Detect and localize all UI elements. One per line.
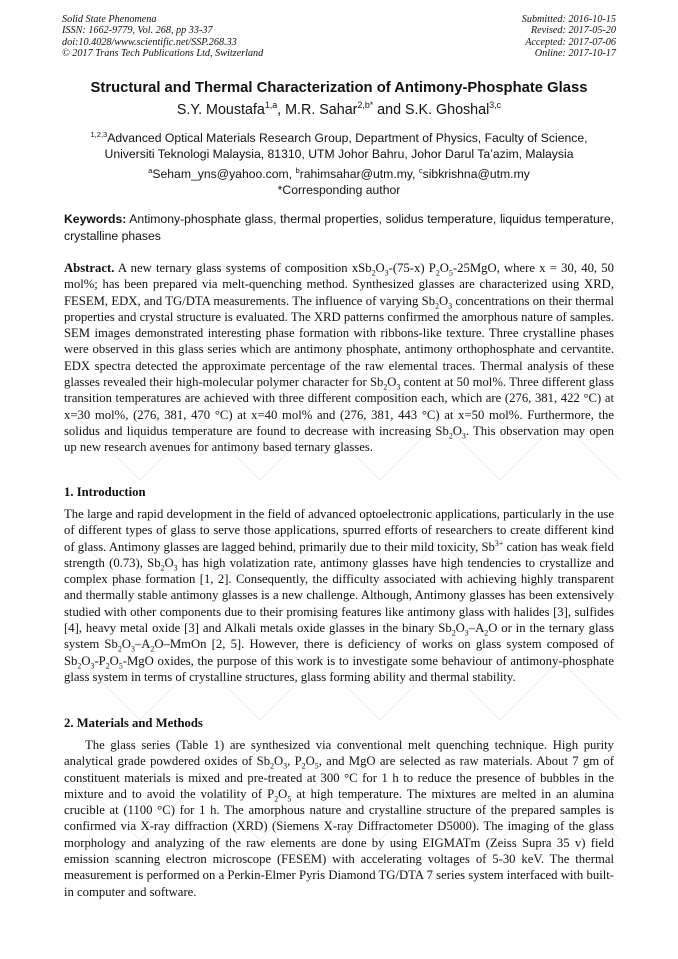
author-list [0, 102, 678, 118]
subscript: 5 [287, 794, 292, 804]
keywords-label: Keywords: [64, 212, 127, 226]
email-b[interactable]: rahimsahar@utm.my, [299, 167, 419, 181]
email-c-sup: c [418, 165, 423, 175]
author-separator: and [373, 102, 406, 118]
abstract-text: content at 50 mol%. Three different glass transition temperatures are achieved with three different composition each, which are (276, 381, 422 °C) at x=30 mol%, (276, 381, 470 °C) at x=40 mol% and (276, 381, 443 °C) at x=50 mol%. Furthermore, the solidus and liquidus temperature are found to decrease with increasing Sb [64, 375, 614, 438]
online-date: Online: 2017-10-17 [534, 48, 616, 60]
subscript: 2 [160, 563, 165, 573]
doi: doi:10.4028/www.scientific.net/SSP.268.33 [62, 36, 237, 48]
copyright: © 2017 Trans Tech Publications Ltd, Switzerland [62, 48, 264, 60]
subscript: 2 [270, 761, 275, 771]
subscript: 3 [384, 268, 389, 278]
affiliation-line-1: Advanced Optical Materials Research Group, Department of Physics, Faculty of Science, [107, 131, 588, 145]
abstract-label: Abstract. [64, 261, 115, 275]
methods-text: , P [287, 754, 302, 769]
subscript: 2 [484, 628, 489, 638]
keywords-text: Antimony-phosphate glass, thermal properties, solidus temperature, liquidus temperature, crystalline phases [64, 212, 614, 243]
intro-text: O–MmOn [2, 5]. However, there is deficiency of works on glass system composed of Sb [64, 637, 614, 668]
section-heading-introduction: 1. Introduction [64, 485, 146, 499]
subscript: 3 [283, 761, 288, 771]
subscript: 5 [448, 268, 453, 278]
subscript: 3 [461, 431, 466, 441]
intro-text: -P [94, 653, 106, 668]
subscript: 2 [435, 268, 440, 278]
subscript: 2 [117, 644, 122, 654]
subscript: 3 [90, 661, 95, 671]
submitted-date: Submitted: 2016-10-15 [521, 14, 616, 25]
author-1-sup: 1,a [264, 100, 278, 111]
journal-name: Solid State Phenomena [62, 14, 157, 25]
subscript: 3 [464, 628, 469, 638]
email-a[interactable]: Seham_yns@yahoo.com, [152, 167, 296, 181]
section-heading-materials-methods: 2. Materials and Methods [64, 716, 203, 730]
abstract-text: -25MgO, where x = 30, 40, 50 mol%; has been prepared via melt-quenching method. Synthesized glasses are characterized using XRD, FESEM, EDX, and TG/DTA measurements. The influence of varying Sb [64, 261, 614, 308]
methods-text: , and MgO are selected as raw materials. About 7 gm of constituent materials is mixed and pre-treated at 300 °C for 1 h to reduce the presence of bubbles in the mixture and to avoid the volatility of P [64, 754, 614, 801]
subscript: 2 [451, 628, 456, 638]
corresponding-author-note: *Corresponding author [277, 182, 401, 197]
methods-paragraph: The glass series (Table 1) are synthesized via conventional melt quenching technique. High purity analytical grade powdered oxides of $Sb_2O_3$, $P_2O_5$, and MgO are selected as raw materials. About 7 gm of constituent materials is mixed and pre-treated at 300 °C for 1 h to reduce the presence of bubbles in the mixture and to avoid the volatility of $P_2O_5$ at high temperature. The mixtures are melted in an alumina crucible at (1100 °C) for 1 h. The amorphous nature and crystalline structure of the prepared samples is confirmed via X-ray diffraction (XRD) (Siemens X-ray Diffractometer D5000). The imaging of the glass morphology and analyzing of the raw elements are done by using EIGMATm (Zeiss Supra 35 v) field emission scanning electron microscope (FESEM) with accelerating voltages of 5-30 keV. The thermal measurement is performed on a Perkin-Elmer Pyris Diamond TG/DTA 7 series system interfaced with built-in computer and software. [64, 738, 615, 899]
abstract-text: -(75-x) P [388, 261, 436, 275]
subscript: 3 [173, 563, 178, 573]
intro-text: The large and rapid development in the field of advanced optoelectronic applications, particularly in the use of different types of glass to serve those applications, spurred efforts of researchers to create different kind of glass. Antimony glasses are lagged behind, primarily due to their mild toxicity, Sb [64, 507, 614, 554]
publication-info [62, 14, 263, 60]
keywords [64, 211, 614, 244]
methods-text: The glass series (Table 1) are synthesized via conventional melt quenching technique. High purity analytical grade powdered oxides of Sb [64, 738, 614, 769]
subscript: 5 [314, 761, 319, 771]
revised-date: Revised: 2017-05-20 [530, 25, 616, 37]
intro-text: –A [468, 621, 485, 636]
subscript: 2 [435, 301, 440, 311]
author-1: S.Y. Moustafa [176, 102, 265, 118]
email-c[interactable]: sibkrishna@utm.my [422, 167, 530, 181]
author-2: M.R. Sahar [285, 102, 358, 118]
subscript: 2 [150, 644, 155, 654]
subscript: 2 [371, 268, 376, 278]
subscript: 3 [448, 301, 453, 311]
subscript: 2 [274, 794, 279, 804]
email-b-sup: b [295, 165, 300, 175]
subscript: 2 [77, 661, 82, 671]
introduction-paragraph: The large and rapid development in the field of advanced optoelectronic applications, particularly in the use of different types of glass to serve those applications, spurred efforts of researchers to create different kind of glass. Antimony glasses are lagged behind, primarily due to their mild toxicity, $Sb^{3+}$ cation has weak field strength (0.73), $Sb_2O_3$ has high volatization rate, antimony glasses have high tendencies to crystallize and complex phase formation [1, 2]. Consequently, the difficulty associated with achieving highly transparent and thermally stable antimony glasses is a new challenge. Although, Antimony glasses has been extensively studied with other components due to their promising features like antimony glass with halides [3], sulfides [4], heavy metal oxide [3] and Alkali metals oxide glasses in the binary $Sb_2O_3-A_2O$ or in the ternary glass system $Sb_2O_3-A_2O$–MmOn [2, 5]. However, there is deficiency of works on glass system composed of $Sb_2O_3-P_2O_5$-MgO oxides, the purpose of this work is to investigate some behaviour of antimony-phosphate glass system in terms of crystalline structures, glass forming ability and thermal stability. [64, 507, 615, 684]
subscript: 2 [105, 661, 110, 671]
publication-dates [522, 14, 616, 60]
subscript: 2 [301, 761, 306, 771]
affiliation [40, 130, 638, 162]
subscript: 5 [118, 661, 123, 671]
author-separator: , [277, 102, 286, 118]
subscript: 3 [130, 644, 135, 654]
intro-text: -MgO oxides, the purpose of this work is to investigate some behaviour of antimony-phosphate glass system in terms of crystalline structures, glass forming ability and thermal stability. [64, 653, 614, 684]
subscript: 2 [448, 431, 453, 441]
abstract-text: concentrations on their thermal properties and crystal structure is evaluated. The XRD patterns confirmed the amorphous nature of samples. SEM images demonstrated interesting phase formation with ribbons-like texture. Three crystalline phases were observed in this glass series which are antimony phosphate, antimony orthophosphate and cervantite. EDX spectra detected the approximate percentage of the raw elemental traces. Thermal analysis of these glasses revealed their high-molecular polymer character for Sb [64, 293, 614, 390]
superscript: 3+ [494, 538, 504, 548]
intro-text: O or in the ternary glass system Sb [64, 621, 615, 652]
abstract-text: . This observation may open up new research avenues for antimony based ternary glasses. [64, 423, 614, 455]
subscript: 2 [383, 382, 388, 392]
paper-title: Structural and Thermal Characterization of Antimony-Phosphate Glass [90, 80, 588, 96]
abstract-text: A new ternary glass systems of composition xSb [117, 261, 372, 275]
abstract: Abstract. A new ternary glass systems of composition $xSb_2O_3-(75-x)$ $P_2O_5-25MgO$, where x = 30, 40, 50 mol%; has been prepared via melt-quenching method. Synthesized glasses are characterized using XRD, FESEM, EDX, and TG/DTA measurements. The influence of varying $Sb_2O_3$ concentrations on their thermal properties and crystal structure is evaluated. The XRD patterns confirmed the amorphous nature of samples. SEM images demonstrated interesting phase formation with ribbons-like texture. Three crystalline phases were observed in this glass series which are antimony phosphate, antimony orthophosphate and cervantite. EDX spectra detected the approximate percentage of the raw elemental traces. Thermal analysis of these glasses revealed their high-molecular polymer character for $Sb_2O_3$ content at 50 mol%. Three different glass transition temperatures are achieved with three different composition each, which are (276, 381, 422 °C) at x=30 mol%, (276, 381, 470 °C) at x=40 mol% and (276, 381, 443 °C) at x=50 mol%. Furthermore, the solidus and liquidus temperature are found to decrease with increasing $Sb_2O_3$. This observation may open up new research avenues for antimony based ternary glasses. [64, 261, 614, 455]
intro-text: has high volatization rate, antimony glasses have high tendencies to crystallize and complex phase formation [1, 2]. Consequently, the difficulty associated with achieving highly transparent and thermally stable antimony glasses is a new challenge. Although, Antimony glasses has been extensively studied with other components due to their promising features like antimony glass with halides [3], sulfides [4], heavy metal oxide [3] and Alkali metals oxide glasses in the binary Sb [64, 555, 614, 636]
author-emails [40, 167, 638, 198]
methods-text: at high temperature. The mixtures are melted in an alumina crucible at (1100 °C) for 1 h. The amorphous nature and crystalline structure of the prepared samples is confirmed via X-ray diffraction (XRD) (Siemens X-ray Diffractometer D5000). The imaging of the glass morphology and analyzing of the raw elements are done by using EIGMATm (Zeiss Supra 35 v) field emission scanning electron microscope (FESEM) with accelerating voltages of 5-30 keV. The thermal measurement is performed on a Perkin-Elmer Pyris Diamond TG/DTA 7 series system interfaced with built-in computer and software. [64, 786, 615, 899]
accepted-date: Accepted: 2017-07-06 [525, 36, 616, 48]
affiliation-line-2: Universiti Teknologi Malaysia, 81310, UTM Johor Bahru, Johor Darul Ta’azim, Malaysia [104, 147, 574, 161]
affiliation-sup: 1,2,3 [90, 129, 108, 139]
intro-text: cation has weak field strength (0.73), Sb [64, 539, 615, 570]
issn: ISSN: 1662-9779, Vol. 268, pp 33-37 [62, 25, 213, 37]
subscript: 3 [396, 382, 401, 392]
email-a-sup: a [148, 165, 153, 175]
intro-text: –A [134, 637, 151, 652]
author-3-sup: 3,c [489, 100, 502, 111]
author-3: S.K. Ghoshal [405, 102, 490, 118]
author-2-sup: 2,b* [357, 100, 374, 111]
